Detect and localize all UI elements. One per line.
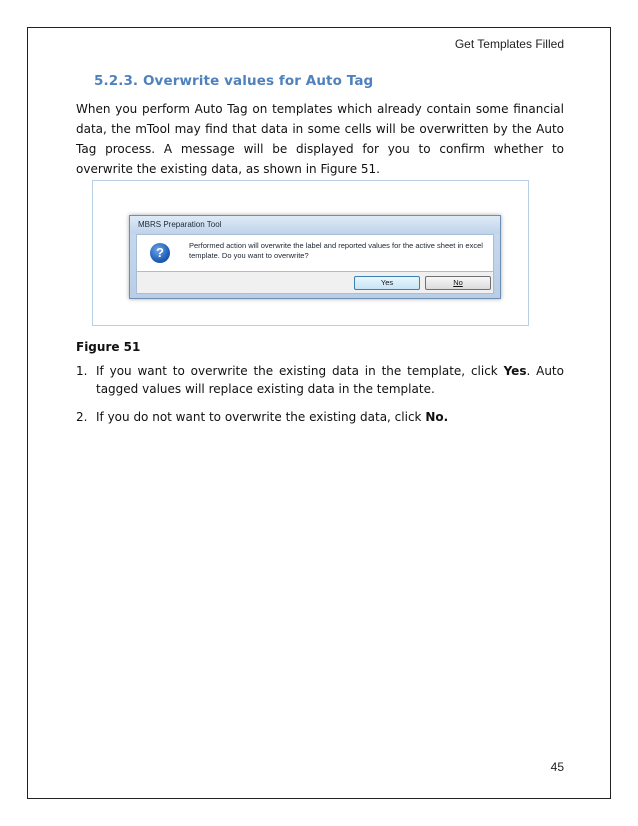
step-bold-no: No.: [425, 410, 449, 424]
step-text-after: . Auto tagged values will replace existing data in the template.: [96, 364, 564, 396]
figure-caption: Figure 51: [76, 340, 141, 354]
list-item-number: 2.: [76, 410, 88, 424]
step-text-before: If you want to overwrite the existing data in the template, click: [96, 364, 504, 378]
no-button-label: No: [453, 278, 463, 287]
dialog-footer: [136, 272, 494, 294]
step-text-before: If you do not want to overwrite the existing data, click: [96, 410, 426, 424]
list-item: [76, 362, 564, 398]
section-title: Overwrite values for Auto Tag: [142, 73, 374, 89]
list-item: [76, 408, 564, 426]
section-number: 5.2.3.: [94, 73, 139, 89]
step-bold-yes: Yes: [503, 364, 527, 378]
dialog-message: Performed action will overwrite the label and reported values for the active sheet in excel template. Do you want to overwrite?: [189, 241, 483, 260]
dialog-body: [136, 234, 494, 272]
running-header: Get Templates Filled: [454, 37, 564, 51]
no-button[interactable]: [425, 276, 491, 290]
question-icon: ?: [150, 243, 170, 263]
yes-button[interactable]: Yes: [354, 276, 420, 290]
section-heading: [94, 73, 373, 89]
intro-paragraph: When you perform Auto Tag on templates which already contain some financial data, the mTool may find that data in some cells will be overwritten by the Auto Tag process. A message will be displayed for you to confirm whether to overwrite the existing data, as shown in Figure 51.: [76, 102, 564, 176]
figure-51-screenshot: [92, 180, 529, 326]
list-item-number: 1.: [76, 364, 88, 378]
steps-list: [76, 362, 564, 426]
dialog-title: MBRS Preparation Tool: [130, 216, 500, 234]
page-number: 45: [550, 760, 564, 774]
confirm-dialog: [129, 215, 501, 299]
